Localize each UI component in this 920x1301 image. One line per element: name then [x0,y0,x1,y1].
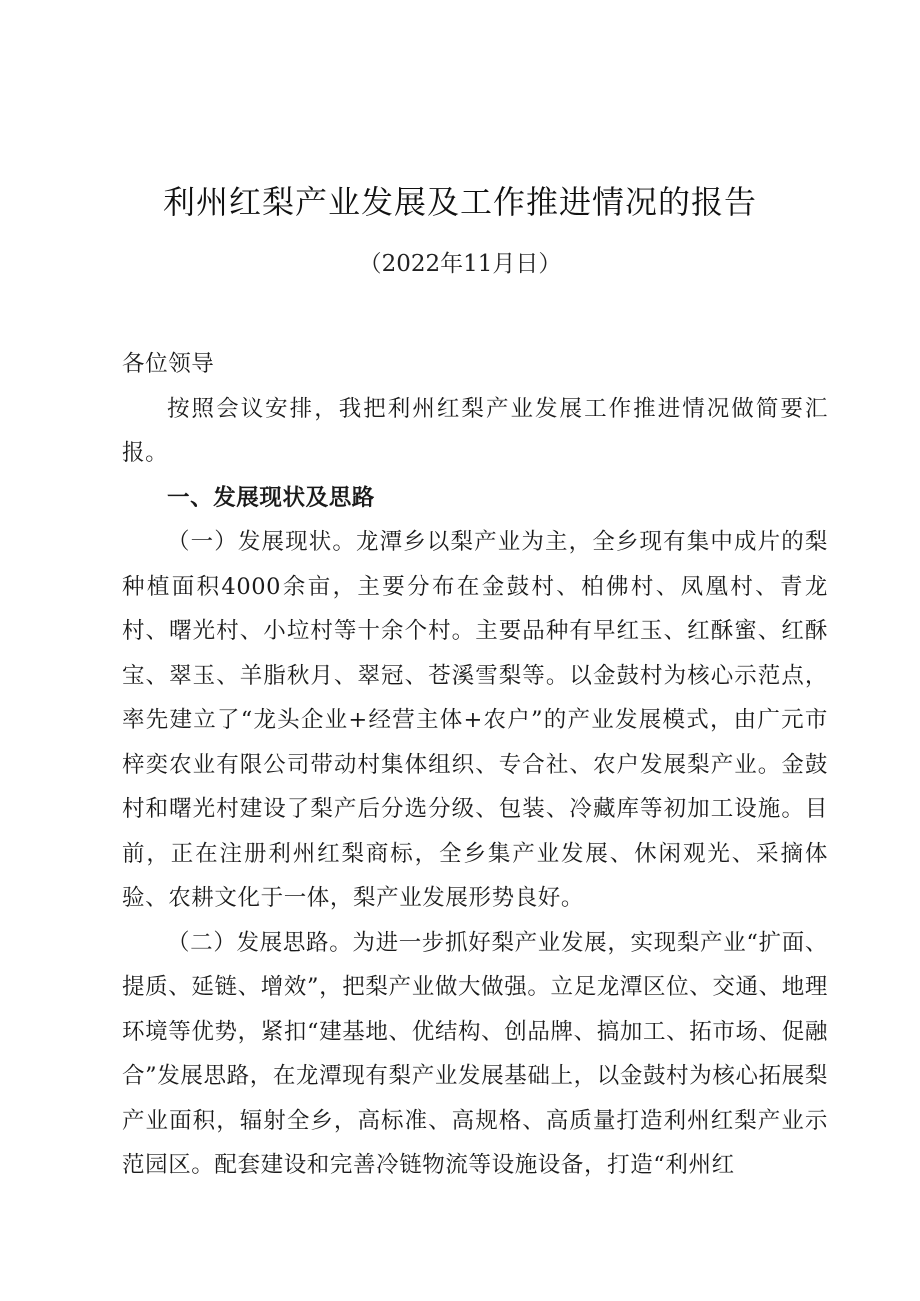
paragraph-strategy: （二）发展思路。为进一步抓好梨产业发展，实现梨产业“扩面、提质、延链、增效”，把梨产业做大做强。立足龙潭区位、交通、地理环境等优势，紧扣“建基地、优结构、创品牌、搞加工、拓市场、促融合”发展思路，在龙潭现有梨产业发展基础上，以金鼓村为核心拓展梨产业面积，辐射全乡，高标准、高规格、高质量打造利州红梨产业示范园区。配套建设和完善冷链物流等设施设备，打造“利州红 [122,929,828,1178]
intro-paragraph: 按照会议安排，我把利州红梨产业发展工作推进情况做简要汇报。 [122,395,828,466]
document-body [122,342,828,1188]
document-title: 利州红梨产业发展及工作推进情况的报告 [162,183,757,221]
document-date: （2022年11月日） [358,251,562,277]
salutation: 各位领导 [122,351,215,377]
paragraph-status: （一）发展现状。龙潭乡以梨产业为主，全乡现有集中成片的梨种植面积4000余亩，主要分布在金鼓村、柏佛村、凤凰村、青龙村、曙光村、小垃村等十余个村。主要品种有早红玉、红酥蜜、红酥宝、翠玉、羊脂秋月、翠冠、苍溪雪梨等。以金鼓村为核心示范点，率先建立了“龙头企业+经营主体+农户”的产业发展模式，由广元市梓奕农业有限公司带动村集体组织、专合社、农户发展梨产业。金鼓村和曙光村建设了梨产后分选分级、包装、冷藏库等初加工设施。目前，正在注册利州红梨商标，全乡集产业发展、休闲观光、采摘体验、农耕文化于一体，梨产业发展形势良好。 [122,529,828,911]
section-heading: 一、发展现状及思路 [167,484,375,511]
